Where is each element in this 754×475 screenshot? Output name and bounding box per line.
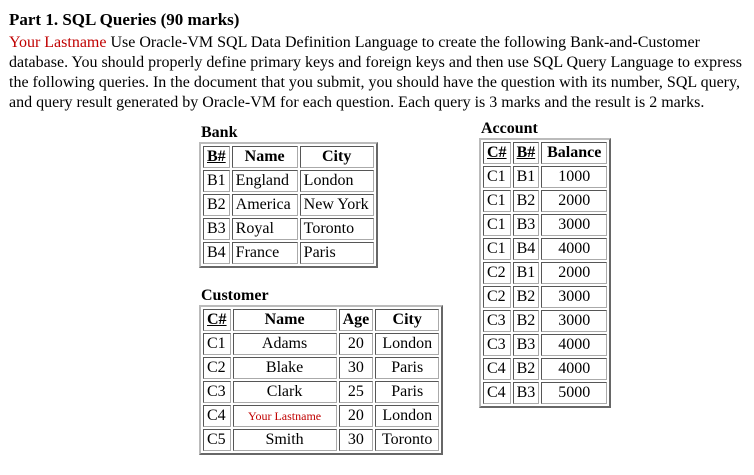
table-cell: 3000 <box>541 214 607 236</box>
table-cell: B1 <box>513 166 540 188</box>
table-cell: 5000 <box>541 382 607 404</box>
table-cell: C3 <box>483 310 511 332</box>
table-cell: 25 <box>339 381 374 403</box>
table-cell-lastname: Your Lastname <box>233 405 337 427</box>
table-row <box>203 405 439 427</box>
table-cell: C4 <box>483 382 511 404</box>
table-cell: B4 <box>203 242 230 264</box>
table-cell: B2 <box>203 194 230 216</box>
table-cell: London <box>375 405 439 427</box>
table-header-row <box>483 142 607 164</box>
table-cell: 1000 <box>541 166 607 188</box>
account-table <box>479 138 611 408</box>
column-header: City <box>375 309 439 331</box>
table-row <box>483 262 607 284</box>
table-cell: 30 <box>339 357 374 379</box>
table-row <box>483 358 607 380</box>
table-cell: B4 <box>513 238 540 260</box>
table-cell: C4 <box>203 405 231 427</box>
table-cell: Paris <box>375 381 439 403</box>
table-cell: Paris <box>375 357 439 379</box>
table-row <box>203 194 374 216</box>
table-cell: B3 <box>513 334 540 356</box>
instructions-paragraph <box>9 33 749 113</box>
table-cell: Adams <box>233 333 337 355</box>
column-header: Age <box>339 309 374 331</box>
table-row <box>483 382 607 404</box>
table-row <box>483 166 607 188</box>
table-cell: 4000 <box>541 334 607 356</box>
customer-table <box>199 305 443 455</box>
column-header: Name <box>232 146 298 168</box>
table-cell: B2 <box>513 310 540 332</box>
table-cell: 3000 <box>541 286 607 308</box>
table-cell: C3 <box>483 334 511 356</box>
table-row <box>203 357 439 379</box>
table-row <box>203 381 439 403</box>
account-caption: Account <box>481 120 538 137</box>
table-row <box>483 286 607 308</box>
table-cell: Toronto <box>300 218 374 240</box>
lastname-placeholder: Your Lastname <box>9 34 107 51</box>
table-cell: C2 <box>203 357 231 379</box>
table-cell: Smith <box>233 429 337 451</box>
table-row <box>483 190 607 212</box>
table-header-row <box>203 146 374 168</box>
table-header-row <box>203 309 439 331</box>
table-cell: Royal <box>232 218 298 240</box>
table-cell: Paris <box>300 242 374 264</box>
table-cell: 3000 <box>541 310 607 332</box>
table-cell: 30 <box>339 429 374 451</box>
table-cell: B1 <box>513 262 540 284</box>
table-row <box>483 214 607 236</box>
table-cell: C2 <box>483 286 511 308</box>
table-row <box>483 238 607 260</box>
table-cell: C1 <box>483 238 511 260</box>
table-cell: C1 <box>483 190 511 212</box>
table-cell: London <box>375 333 439 355</box>
table-cell: C2 <box>483 262 511 284</box>
column-header: Balance <box>541 142 607 164</box>
table-cell: B3 <box>513 382 540 404</box>
column-header: Name <box>233 309 337 331</box>
table-cell: 2000 <box>541 190 607 212</box>
customer-caption: Customer <box>201 287 269 304</box>
table-cell: C3 <box>203 381 231 403</box>
column-header: C# <box>483 142 511 164</box>
table-cell: C1 <box>483 214 511 236</box>
table-cell: B2 <box>513 358 540 380</box>
column-header: City <box>300 146 374 168</box>
bank-table <box>199 142 378 268</box>
table-row <box>203 429 439 451</box>
table-cell: C5 <box>203 429 231 451</box>
table-cell: 2000 <box>541 262 607 284</box>
table-cell: America <box>232 194 298 216</box>
table-cell: England <box>232 170 298 192</box>
bank-caption: Bank <box>201 124 238 141</box>
table-row <box>203 218 374 240</box>
instructions-text: Use Oracle-VM SQL Data Definition Language to create the following Bank-and-Customer database. You should properly define primary keys and foreign keys and then use SQL Query Language to express the following queries. In the document that you submit, you should have the question with its number, SQL query, and query result generated by Oracle-VM for each question. Each query is 3 marks and the result is 2 marks. <box>9 34 742 111</box>
table-cell: France <box>232 242 298 264</box>
table-row <box>483 310 607 332</box>
page-heading: Part 1. SQL Queries (90 marks) <box>9 10 240 29</box>
table-cell: B1 <box>203 170 230 192</box>
table-cell: Clark <box>233 381 337 403</box>
table-cell: Toronto <box>375 429 439 451</box>
table-cell: London <box>300 170 374 192</box>
table-cell: Blake <box>233 357 337 379</box>
table-row <box>203 170 374 192</box>
table-row <box>203 242 374 264</box>
table-row <box>203 333 439 355</box>
table-cell: B3 <box>513 214 540 236</box>
table-cell: 4000 <box>541 238 607 260</box>
table-cell: 4000 <box>541 358 607 380</box>
table-cell: B2 <box>513 190 540 212</box>
table-cell: C1 <box>483 166 511 188</box>
table-cell: 20 <box>339 405 374 427</box>
table-row <box>483 334 607 356</box>
column-header: B# <box>203 146 230 168</box>
table-cell: C4 <box>483 358 511 380</box>
table-cell: B2 <box>513 286 540 308</box>
table-cell: New York <box>300 194 374 216</box>
table-cell: 20 <box>339 333 374 355</box>
table-cell: B3 <box>203 218 230 240</box>
column-header: B# <box>513 142 540 164</box>
column-header: C# <box>203 309 231 331</box>
table-cell: C1 <box>203 333 231 355</box>
